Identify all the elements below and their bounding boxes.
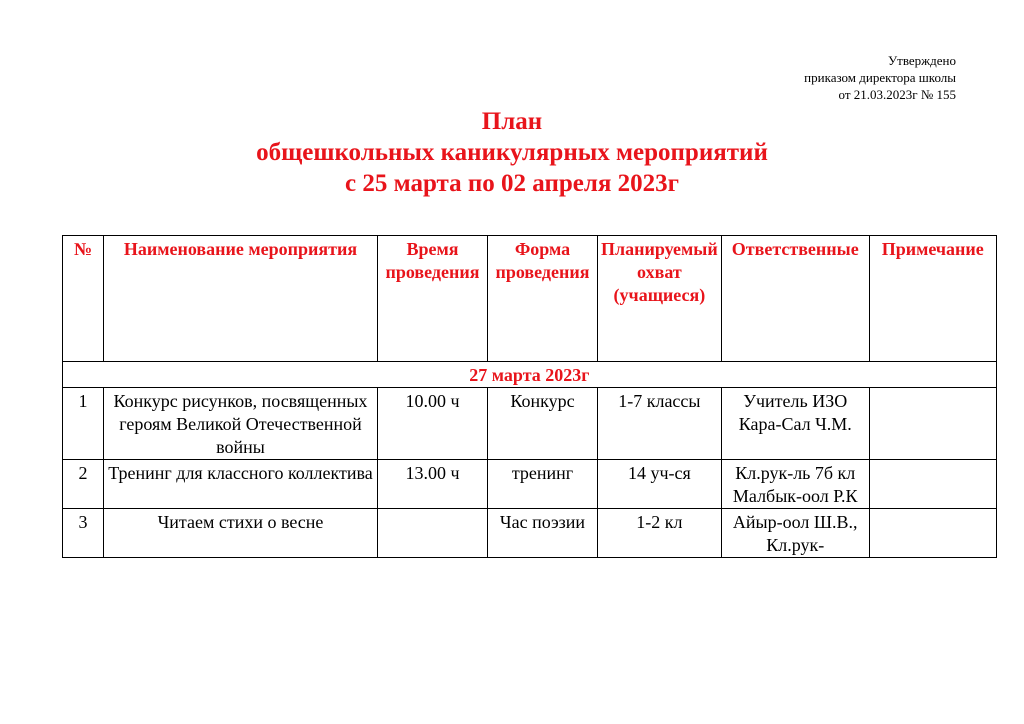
events-table (62, 235, 997, 558)
header-note: Примечание (869, 236, 996, 362)
table-row (63, 388, 997, 460)
approval-stamp-text (804, 52, 956, 103)
header-time: Время проведения (378, 236, 488, 362)
table-row (63, 509, 997, 558)
table-row (63, 460, 997, 509)
row-num: 3 (63, 509, 104, 558)
row-time: 10.00 ч (378, 388, 488, 460)
approval-line-3: от 21.03.2023г № 155 (838, 87, 956, 102)
row-name: Тренинг для классного коллектива (104, 460, 378, 509)
row-note (869, 388, 996, 460)
date-group-label: 27 марта 2023г (63, 362, 997, 388)
row-responsible: Айыр-оол Ш.В., Кл.рук- (721, 509, 869, 558)
row-responsible: Кл.рук-ль 7б кл Малбык-оол Р.К (721, 460, 869, 509)
row-time (378, 509, 488, 558)
title-line-3: с 25 марта по 02 апреля 2023г (345, 170, 679, 197)
row-coverage: 1-7 классы (598, 388, 722, 460)
row-form: Час поэзии (488, 509, 598, 558)
row-responsible: Учитель ИЗО Кара-Сал Ч.М. (721, 388, 869, 460)
document-title (0, 106, 1024, 199)
header-coverage: Планируемый охват (учащиеся) (598, 236, 722, 362)
row-note (869, 509, 996, 558)
date-group-row (63, 362, 997, 388)
title-line-2: общешкольных каникулярных мероприятий (256, 139, 768, 166)
row-note (869, 460, 996, 509)
row-name: Читаем стихи о весне (104, 509, 378, 558)
header-num: № (63, 236, 104, 362)
row-time: 13.00 ч (378, 460, 488, 509)
approval-line-1: Утверждено (887, 53, 956, 68)
row-name: Конкурс рисунков, посвященных героям Великой Отечественной войны (104, 388, 378, 460)
row-coverage: 1-2 кл (598, 509, 722, 558)
row-form: Конкурс (488, 388, 598, 460)
row-num: 1 (63, 388, 104, 460)
approval-line-2: приказом директора школы (804, 70, 956, 85)
row-coverage: 14 уч-ся (598, 460, 722, 509)
row-num: 2 (63, 460, 104, 509)
header-name: Наименование мероприятия (104, 236, 378, 362)
table-header-row (63, 236, 997, 362)
title-line-1: План (481, 108, 543, 135)
row-form: тренинг (488, 460, 598, 509)
header-form: Форма проведения (488, 236, 598, 362)
header-responsible: Ответственные (721, 236, 869, 362)
